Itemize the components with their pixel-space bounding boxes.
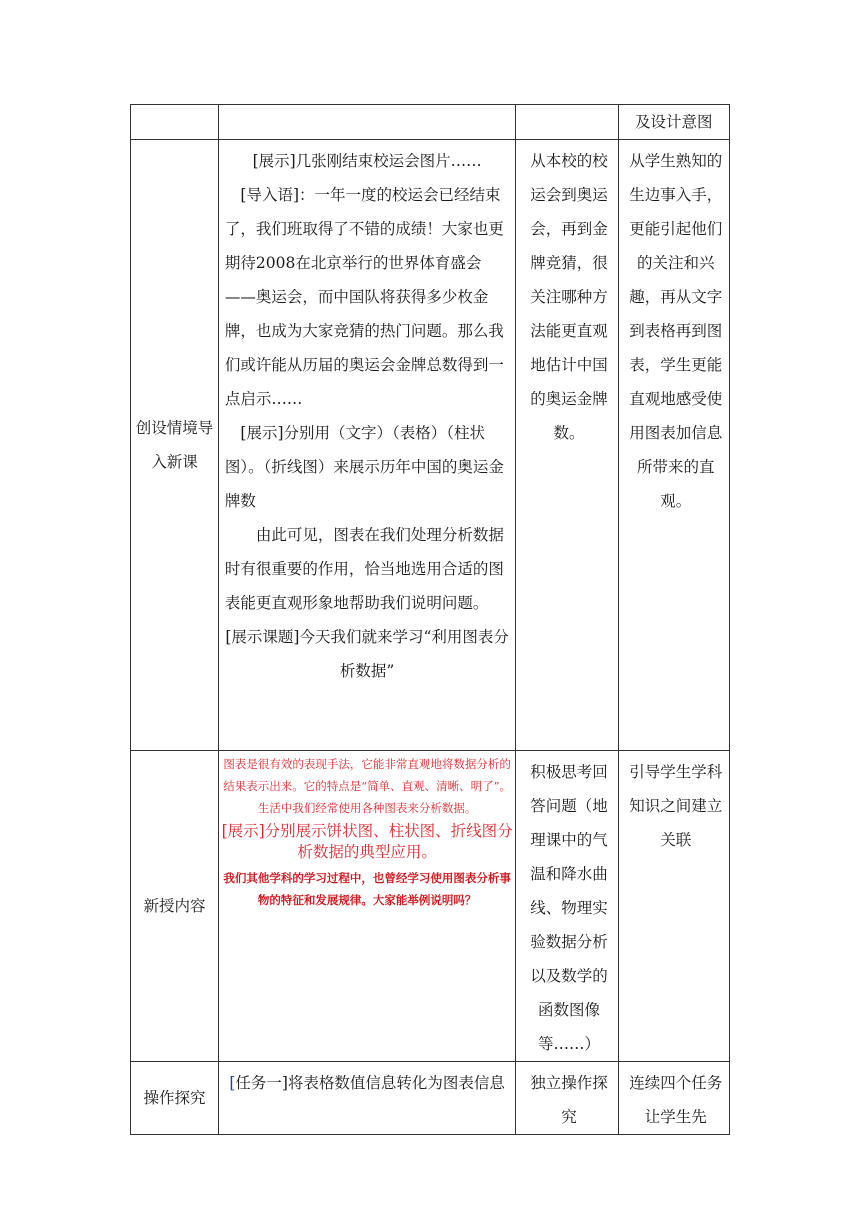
stage-label: 操作探究: [143, 1089, 206, 1107]
student-text: 积极思考回答问题（地理课中的气温和降水曲线、物理实验数据分析以及数学的函数图像等……）: [530, 763, 608, 1053]
teacher-activity-cell: [218, 140, 515, 751]
red-show-text: [展示]分别展示饼状图、柱状图、折线图分析数据的典型应用。: [221, 822, 513, 861]
red-intro-text: 图表是很有效的表现手法，它能非常直观地将数据分析的结果表示出来。它的特点是“简单、直观、清晰、明了”。生活中我们经常使用各种图表来分析数据。: [223, 757, 512, 815]
header-intent-label: 及设计意图: [635, 113, 713, 131]
header-cell-student: [516, 105, 618, 140]
header-cell-stage: [131, 105, 219, 140]
table-row: [131, 751, 730, 1062]
student-text: 从本校的校运会到奥运会，再到金牌竞猜，很关注哪种方法能更直观地估计中国的奥运金牌数。: [530, 152, 608, 442]
design-intent-cell: [618, 751, 729, 1062]
intent-text: 引导学生学科知识之间建立关联: [629, 763, 723, 849]
intent-text: 从学生熟知的生边事入手，更能引起他们的关注和兴趣，再从文字到表格再到图表，学生更能直观地感受使用图表加信息所带来的直观。: [629, 152, 723, 510]
stage-cell: [131, 751, 219, 1062]
intent-text: 连续四个任务让学生先: [629, 1074, 723, 1126]
table-row: [131, 1062, 730, 1135]
design-intent-cell: [618, 140, 729, 751]
teacher-activity-cell: [218, 1062, 515, 1135]
teacher-line: 由此可见，图表在我们处理分析数据时有很重要的作用，恰当地选用合适的图表能更直观形象地帮助我们说明问题。: [224, 526, 504, 612]
red-question-text: 我们其他学科的学习过程中，也曾经学习使用图表分析事物的特征和发展规律。大家能举例说明吗？: [223, 871, 511, 907]
design-intent-cell: [618, 1062, 729, 1135]
table-row: [131, 105, 730, 140]
teacher-activity-cell: [218, 751, 515, 1062]
header-cell-intent: [618, 105, 729, 140]
student-activity-cell: [516, 751, 618, 1062]
table-row: [131, 140, 730, 751]
stage-cell: [131, 1062, 219, 1135]
task-text: 任务一]将表格数值信息转化为图表信息: [235, 1074, 505, 1092]
teacher-line: [展示]几张刚结束校运会图片……: [252, 152, 482, 170]
teacher-line: [展示课题]今天我们就来学习“利用图表分析数据”: [225, 628, 509, 680]
header-cell-teacher: [218, 105, 515, 140]
lesson-plan-table: [130, 104, 730, 1135]
teacher-line: [展示]分别用（文字）（表格）（柱状图）。（折线图）来展示历年中国的奥运金牌数: [224, 424, 504, 510]
stage-label: 新授内容: [143, 897, 206, 915]
stage-label: 创设情境导入新课: [135, 419, 214, 471]
student-activity-cell: [516, 1062, 618, 1135]
student-activity-cell: [516, 140, 618, 751]
stage-cell: [131, 140, 219, 751]
teacher-line: [导入语]：一年一度的校运会已经结束了，我们班取得了不错的成绩！大家也更期待2008在北京举行的世界体育盛会——奥运会，而中国队将获得多少枚金牌，也成为大家竞猜的热门问题。那么我们或许能从历届的奥运会金牌总数得到一点启示……: [224, 186, 504, 408]
task-bracket: [: [229, 1074, 236, 1092]
student-text: 独立操作探究: [530, 1074, 608, 1126]
